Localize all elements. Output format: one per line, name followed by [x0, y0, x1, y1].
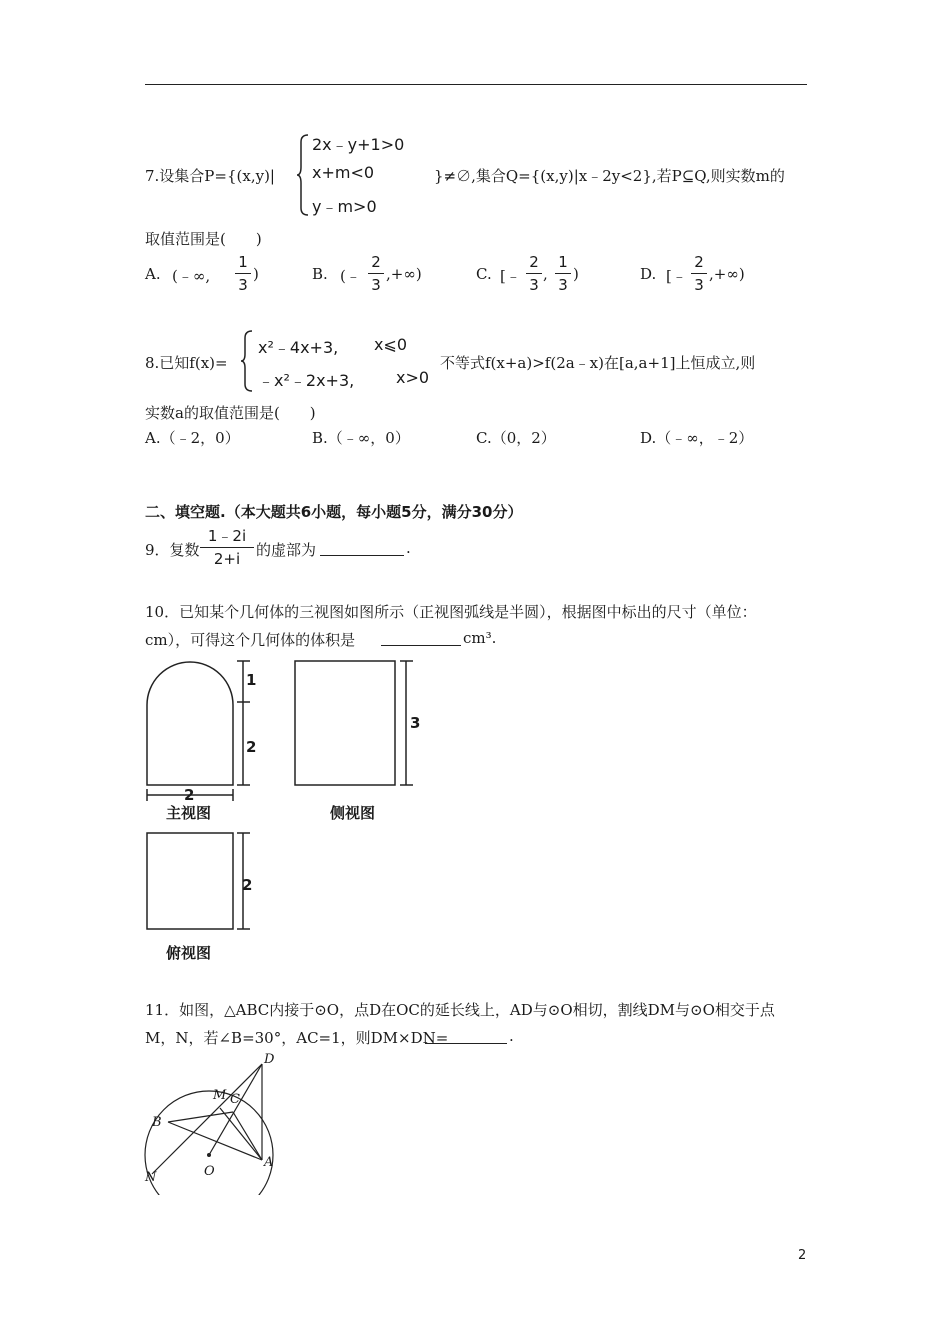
q7-ineq-2: x+m<0	[312, 163, 375, 182]
side-view	[295, 661, 413, 785]
frac-den: 3	[238, 276, 248, 294]
frac-den: 3	[694, 276, 704, 294]
q8-case-1-cond: x⩽0	[374, 335, 408, 354]
front-view-label: 主视图	[166, 804, 212, 822]
q7-option-b-label: B.	[312, 265, 328, 283]
q7-prefix: 7.设集合P={(x,y)|	[145, 167, 275, 185]
q8-option-b: B.（﹣∞，0）	[312, 429, 410, 447]
q7-line2: 取值范围是( )	[145, 230, 262, 248]
q7-ineq-1: 2x﹣y+1>0	[312, 135, 405, 154]
q7-suffix: }≠∅,集合Q={(x,y)|x﹣2y<2},若P⊆Q,则实数m的	[434, 167, 785, 185]
q7-option-c-mid: ,	[543, 265, 548, 283]
q7-option-b-pre: (﹣	[340, 267, 361, 285]
dim-2b-label: 2	[184, 786, 195, 804]
dim-2-label: 2	[246, 738, 257, 756]
q7-brace-icon	[296, 134, 310, 216]
q10-answer-blank[interactable]	[381, 629, 461, 646]
frac-num: 2	[694, 253, 704, 271]
q8-brace-icon	[240, 330, 254, 392]
q7-option-c-post: )	[573, 265, 579, 283]
point-o-label: O	[204, 1164, 215, 1179]
q7-ineq-3: y﹣m>0	[312, 197, 377, 216]
q7-option-d-frac	[691, 252, 707, 295]
point-b-label: B	[152, 1115, 162, 1130]
section-2-title: 二、填空题.（本大题共6小题，每小题5分，满分30分）	[145, 503, 523, 521]
q11-line2-pre: M，N，若∠B=30°，AC=1，则DM×DN=	[145, 1029, 449, 1047]
q7-option-a-pre: (﹣∞,	[172, 267, 211, 285]
q7-option-d-pre: [﹣	[666, 267, 687, 285]
top-view	[147, 833, 253, 929]
top-view-label: 俯视图	[166, 944, 212, 962]
q7-option-a-label: A.	[145, 265, 161, 283]
header-rule	[145, 84, 807, 85]
q7-option-c-pre: [﹣	[500, 267, 521, 285]
q7-option-a-frac	[235, 252, 251, 295]
frac-den: 3	[529, 276, 539, 294]
frac-den: 3	[371, 276, 381, 294]
q7-option-d-post: ,+∞)	[709, 265, 745, 283]
q7-option-c-frac2	[555, 252, 571, 295]
front-view	[147, 661, 250, 801]
point-c-label: C	[230, 1092, 240, 1107]
q8-option-d: D.（﹣∞，﹣2）	[640, 429, 754, 447]
point-a-label: A	[264, 1155, 274, 1170]
q8-prefix: 8.已知f(x)=	[145, 354, 228, 372]
frac-den: 3	[558, 276, 568, 294]
q8-case-2-expr: ﹣x²﹣2x+3,	[258, 371, 355, 390]
circle-o	[145, 1091, 273, 1195]
q8-case-1-expr: x²﹣4x+3,	[258, 338, 339, 357]
q8-line2: 实数a的取值范围是( )	[145, 404, 316, 422]
q7-option-c-frac1	[526, 252, 542, 295]
center-point	[207, 1153, 211, 1157]
q9-fraction	[200, 526, 254, 569]
frac-num: 1	[558, 253, 568, 271]
q10-line1: 10．已知某个几何体的三视图如图所示（正视图弧线是半圆），根据图中标出的尺寸（单位：	[145, 603, 757, 621]
q9-end: .	[406, 539, 411, 557]
q10-unit: cm³.	[463, 629, 497, 647]
q7-option-a-post: )	[253, 265, 259, 283]
point-n-label: N	[145, 1170, 157, 1185]
frac-den: 2+i	[213, 550, 241, 568]
point-d-label: D	[264, 1052, 275, 1067]
q8-case-2-cond: x>0	[396, 368, 430, 387]
q7-option-c-label: C.	[476, 265, 492, 283]
q7-option-b-frac	[368, 252, 384, 295]
q9-prefix: 9．复数	[145, 541, 200, 559]
circle-geometry-figure	[140, 1050, 290, 1195]
q7-option-d-label: D.	[640, 265, 657, 283]
page-number: 2	[798, 1248, 807, 1263]
q10-line2-pre: cm），可得这个几何体的体积是	[145, 631, 356, 649]
q8-option-a: A.（﹣2，0）	[145, 429, 240, 447]
q11-end: .	[509, 1027, 514, 1045]
point-m-label: M	[213, 1088, 227, 1103]
frac-num: 1﹣2i	[207, 527, 247, 545]
dim-1-label: 1	[246, 671, 257, 689]
q9-suffix: 的虚部为	[256, 541, 317, 559]
q9-answer-blank[interactable]	[320, 539, 404, 556]
frac-num: 2	[371, 253, 381, 271]
dim-3-label: 3	[410, 714, 421, 732]
q11-answer-blank[interactable]	[425, 1027, 507, 1044]
frac-num: 2	[529, 253, 539, 271]
q11-line1: 11．如图，△ABC内接于⊙O，点D在OC的延长线上，AD与⊙O相切，割线DM与⊙O相交于点	[145, 1001, 775, 1019]
q8-option-c: C.（0，2）	[476, 429, 556, 447]
frac-num: 1	[238, 253, 248, 271]
q7-option-b-post: ,+∞)	[386, 265, 422, 283]
q8-suffix: 不等式f(x+a)>f(2a﹣x)在[a,a+1]上恒成立,则	[440, 354, 756, 372]
side-view-label: 侧视图	[330, 804, 376, 822]
dim-2c-label: 2	[242, 876, 253, 894]
